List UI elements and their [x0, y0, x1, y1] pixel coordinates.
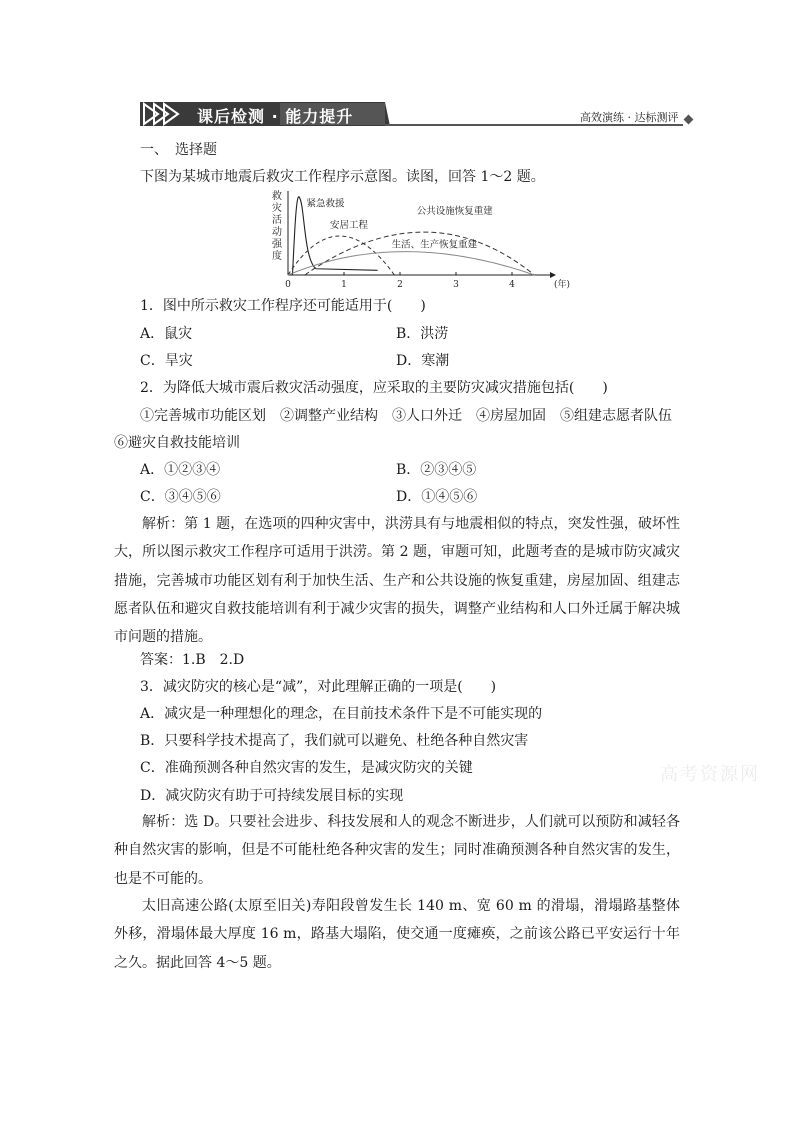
y-axis-label-char: 动: [272, 227, 282, 238]
q1-option-a: A．鼠灾: [140, 326, 193, 342]
q3-option-d: D．减灾防灾有助于可持续发展目标的实现: [140, 788, 404, 804]
answer-q1-q2: 答案：1.B 2.D: [140, 652, 245, 668]
q2-option-b: B．②③④⑤: [396, 462, 477, 478]
series-line-public-facilities: [305, 232, 535, 275]
series-label-public-facilities: 公共设施恢复重建: [416, 206, 493, 218]
y-axis-label-char: 强: [272, 239, 282, 250]
series-label-living-production: 生活、生产恢复重建: [391, 239, 478, 251]
y-axis-label-char: 度: [272, 251, 282, 262]
x-axis-label: (年): [554, 280, 571, 290]
q1-option-c: C．旱灾: [140, 353, 193, 369]
q2-stem: 2．为降低大城市震后救灾活动强度，应采取的主要防灾减灾措施包括( ): [140, 380, 608, 396]
y-axis-label-char: 灾: [272, 203, 282, 214]
q2-option-c: C．③④⑤⑥: [140, 489, 221, 505]
q2-option-d: D．①④⑤⑥: [396, 489, 478, 505]
q2-items-line1: ①完善城市功能区划 ②调整产业结构 ③人口外迁 ④房屋加固 ⑤组建志愿者队伍: [140, 408, 672, 424]
q3-option-c: C．准确预测各种自然灾害的发生，是减灾防灾的关键: [140, 760, 473, 776]
x-tick-label: 2: [397, 280, 403, 290]
q3-option-a: A．减灾是一种理想化的理念，在目前技术条件下是不可能实现的: [140, 706, 543, 722]
q1-option-b: B．洪涝: [396, 326, 449, 342]
header-banner-title: 课后检测 · 能力提升: [197, 107, 354, 126]
q1-stem: 1．图中所示救灾工作程序还可能适用于( ): [140, 298, 426, 314]
y-axis-label-char: 活: [272, 215, 282, 226]
passage-q4-q5: 太旧高速公路(太原至旧关)寿阳段曾发生长 140 m、宽 60 m 的滑塌，滑塌路基整体外移，滑塌体最大厚度 16 m，路基大塌陷，使交通一度瘫痪，之前该公路已平安运行十年之久。据此回答 4～5 题。: [114, 898, 680, 971]
question-intro: 下图为某城市地震后救灾工作程序示意图。读图，回答 1～2 题。: [140, 169, 545, 185]
series-label-emergency-rescue: 紧急救援: [306, 198, 345, 210]
diamond-icon: [684, 115, 694, 125]
x-tick-label: 1: [341, 280, 347, 290]
analysis-q1-q2: 解析：第 1 题，在选项的四种灾害中，洪涝具有与地震相似的特点，突发性强，破坏性大，所以图示救灾工作程序可适用于洪涝。第 2 题，审题可知，此题考查的是城市防灾减灾措施，完善城市功能区划有利于加快生活、生产和公共设施的恢复重建，房屋加固、组建志愿者队伍和避灾自救技能培训有利于减少灾害的损失，调整产业结构和人口外迁属于解决城市问题的措施。: [114, 516, 680, 646]
analysis-q3: 解析：选 D。只要社会进步、科技发展和人的观念不断进步，人们就可以预防和减轻各种自然灾害的影响，但是不可能杜绝各种灾害的发生；同时准确预测各种自然灾害的发生，也是不可能的。: [114, 814, 680, 887]
header-right-text: 高效演练 · 达标测评: [580, 111, 679, 124]
section-title: 一、 选择题: [140, 142, 217, 158]
x-axis-arrow: [550, 272, 556, 278]
x-tick-label: 4: [509, 280, 515, 290]
q2-option-a: A．①②③④: [140, 462, 221, 478]
q3-stem: 3．减灾防灾的核心是“减”，对此理解正确的一项是( ): [140, 679, 497, 695]
watermark: 高考资源网: [660, 764, 760, 785]
y-axis-label-char: 救: [272, 191, 282, 202]
disaster-relief-chart: [270, 189, 571, 291]
x-tick-label: 0: [285, 280, 291, 290]
series-label-resettlement: 安居工程: [330, 220, 369, 232]
series-line-living-production: [288, 252, 534, 275]
q1-option-d: D．寒潮: [396, 353, 450, 369]
q2-items-line2: ⑥避灾自救技能培训: [114, 435, 240, 451]
x-tick-label: 3: [453, 280, 459, 290]
q3-option-b: B．只要科学技术提高了，我们就可以避免、杜绝各种自然灾害: [140, 733, 529, 749]
